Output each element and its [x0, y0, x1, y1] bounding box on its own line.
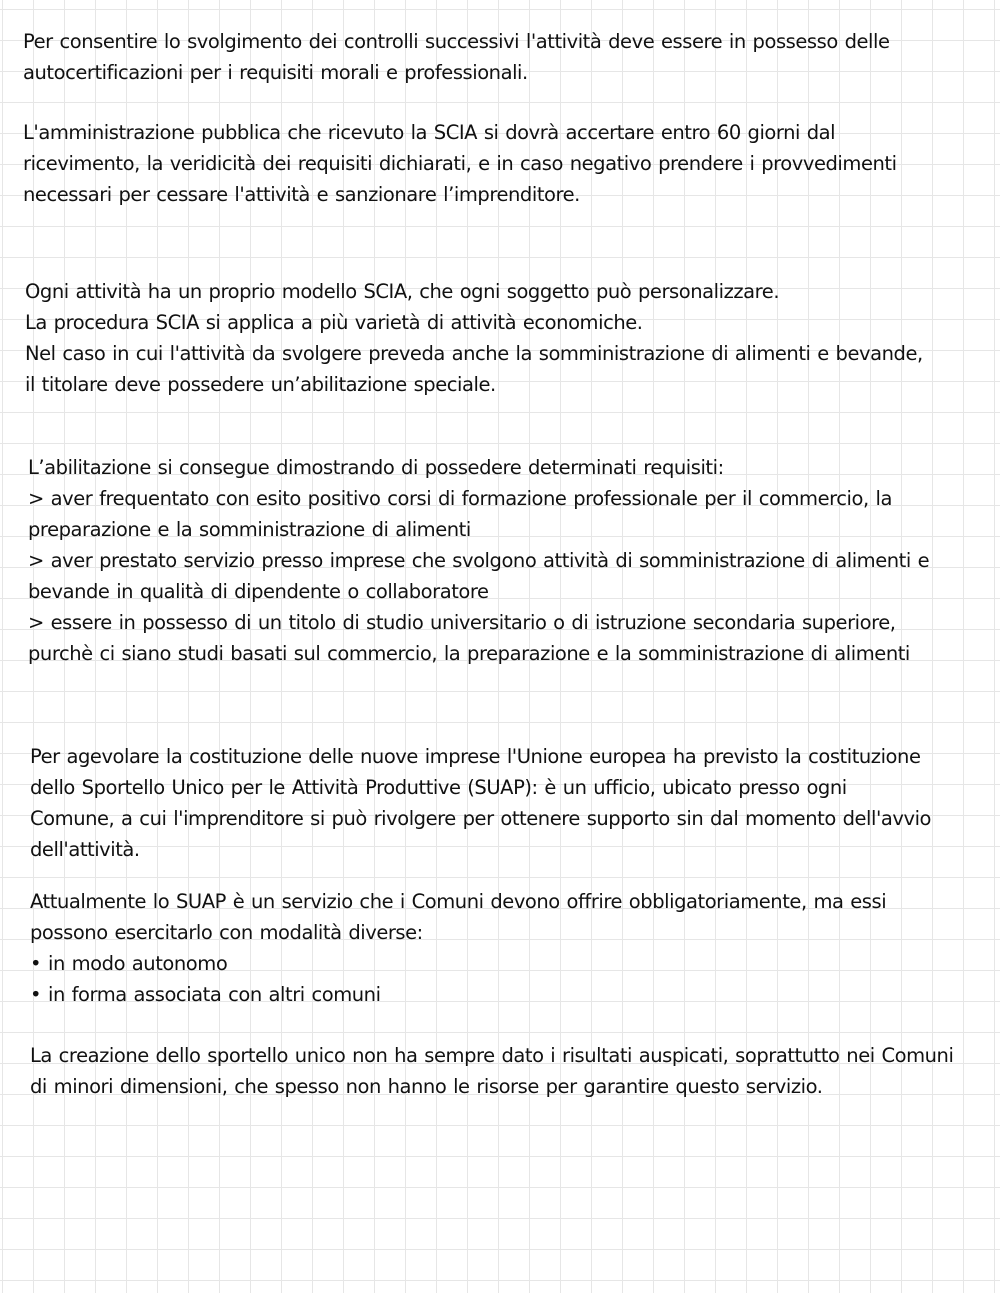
text-line: La creazione dello sportello unico non ha sempre dato i risultati auspicati, soprattutto nei Comuni — [30, 1044, 954, 1067]
text-line: bevande in qualità di dipendente o collaboratore — [28, 580, 489, 603]
bullet-list-item — [30, 979, 886, 1010]
requirement-line: > aver prestato servizio presso imprese che svolgono attività di somministrazione di alimenti e — [28, 549, 930, 572]
requirement-line: > aver frequentato con esito positivo corsi di formazione professionale per il commercio, la — [28, 487, 892, 510]
text-line: dello Sportello Unico per le Attività Produttive (SUAP): è un ufficio, ubicato presso ogni — [30, 776, 847, 799]
paragraph-autocertificazioni — [23, 26, 890, 88]
text-line: il titolare deve possedere un’abilitazione speciale. — [25, 373, 496, 396]
text-line: possono esercitarlo con modalità diverse: — [30, 921, 423, 944]
text-line: necessari per cessare l'attività e sanzionare l’imprenditore. — [23, 183, 580, 206]
paragraph-suap-modalita — [30, 886, 886, 1010]
text-line: preparazione e la somministrazione di alimenti — [28, 518, 471, 541]
text-line: purchè ci siano studi basati sul commercio, la preparazione e la somministrazione di alimenti — [28, 642, 910, 665]
text-line: L’abilitazione si consegue dimostrando di possedere determinati requisiti: — [28, 456, 724, 479]
text-line: Attualmente lo SUAP è un servizio che i Comuni devono offrire obbligatoriamente, ma essi — [30, 890, 887, 913]
text-line: Per agevolare la costituzione delle nuove imprese l'Unione europea ha previsto la costituzione — [30, 745, 921, 768]
paragraph-abilitazione-requisiti — [28, 452, 929, 669]
text-line: autocertificazioni per i requisiti morali e professionali. — [23, 61, 528, 84]
text-line: Ogni attività ha un proprio modello SCIA, che ogni soggetto può personalizzare. — [25, 280, 780, 303]
text-line: di minori dimensioni, che spesso non hanno le risorse per garantire questo servizio. — [30, 1075, 823, 1098]
paragraph-suap-definizione — [30, 741, 931, 865]
text-line: Nel caso in cui l'attività da svolgere preveda anche la somministrazione di alimenti e bevande, — [25, 342, 923, 365]
text-line: ricevimento, la veridicità dei requisiti dichiarati, e in caso negativo prendere i provvedimenti — [23, 152, 897, 175]
paragraph-sportello-risultati — [30, 1040, 953, 1102]
paragraph-verifica-scia — [23, 117, 897, 210]
text-line: dell'attività. — [30, 838, 140, 861]
bullet-list-item — [30, 948, 886, 979]
bullet-text: in modo autonomo — [48, 952, 228, 975]
text-line: L'amministrazione pubblica che ricevuto la SCIA si dovrà accertare entro 60 giorni dal — [23, 121, 836, 144]
paragraph-modello-scia — [25, 276, 923, 400]
text-line: Per consentire lo svolgimento dei controlli successivi l'attività deve essere in possesso delle — [23, 30, 890, 53]
bullet-icon: • — [30, 983, 42, 1006]
text-line: Comune, a cui l'imprenditore si può rivolgere per ottenere supporto sin dal momento dell'avvio — [30, 807, 932, 830]
requirement-line: > essere in possesso di un titolo di studio universitario o di istruzione secondaria superiore, — [28, 611, 896, 634]
bullet-text: in forma associata con altri comuni — [48, 983, 381, 1006]
bullet-icon: • — [30, 952, 42, 975]
text-line: La procedura SCIA si applica a più varietà di attività economiche. — [25, 311, 643, 334]
